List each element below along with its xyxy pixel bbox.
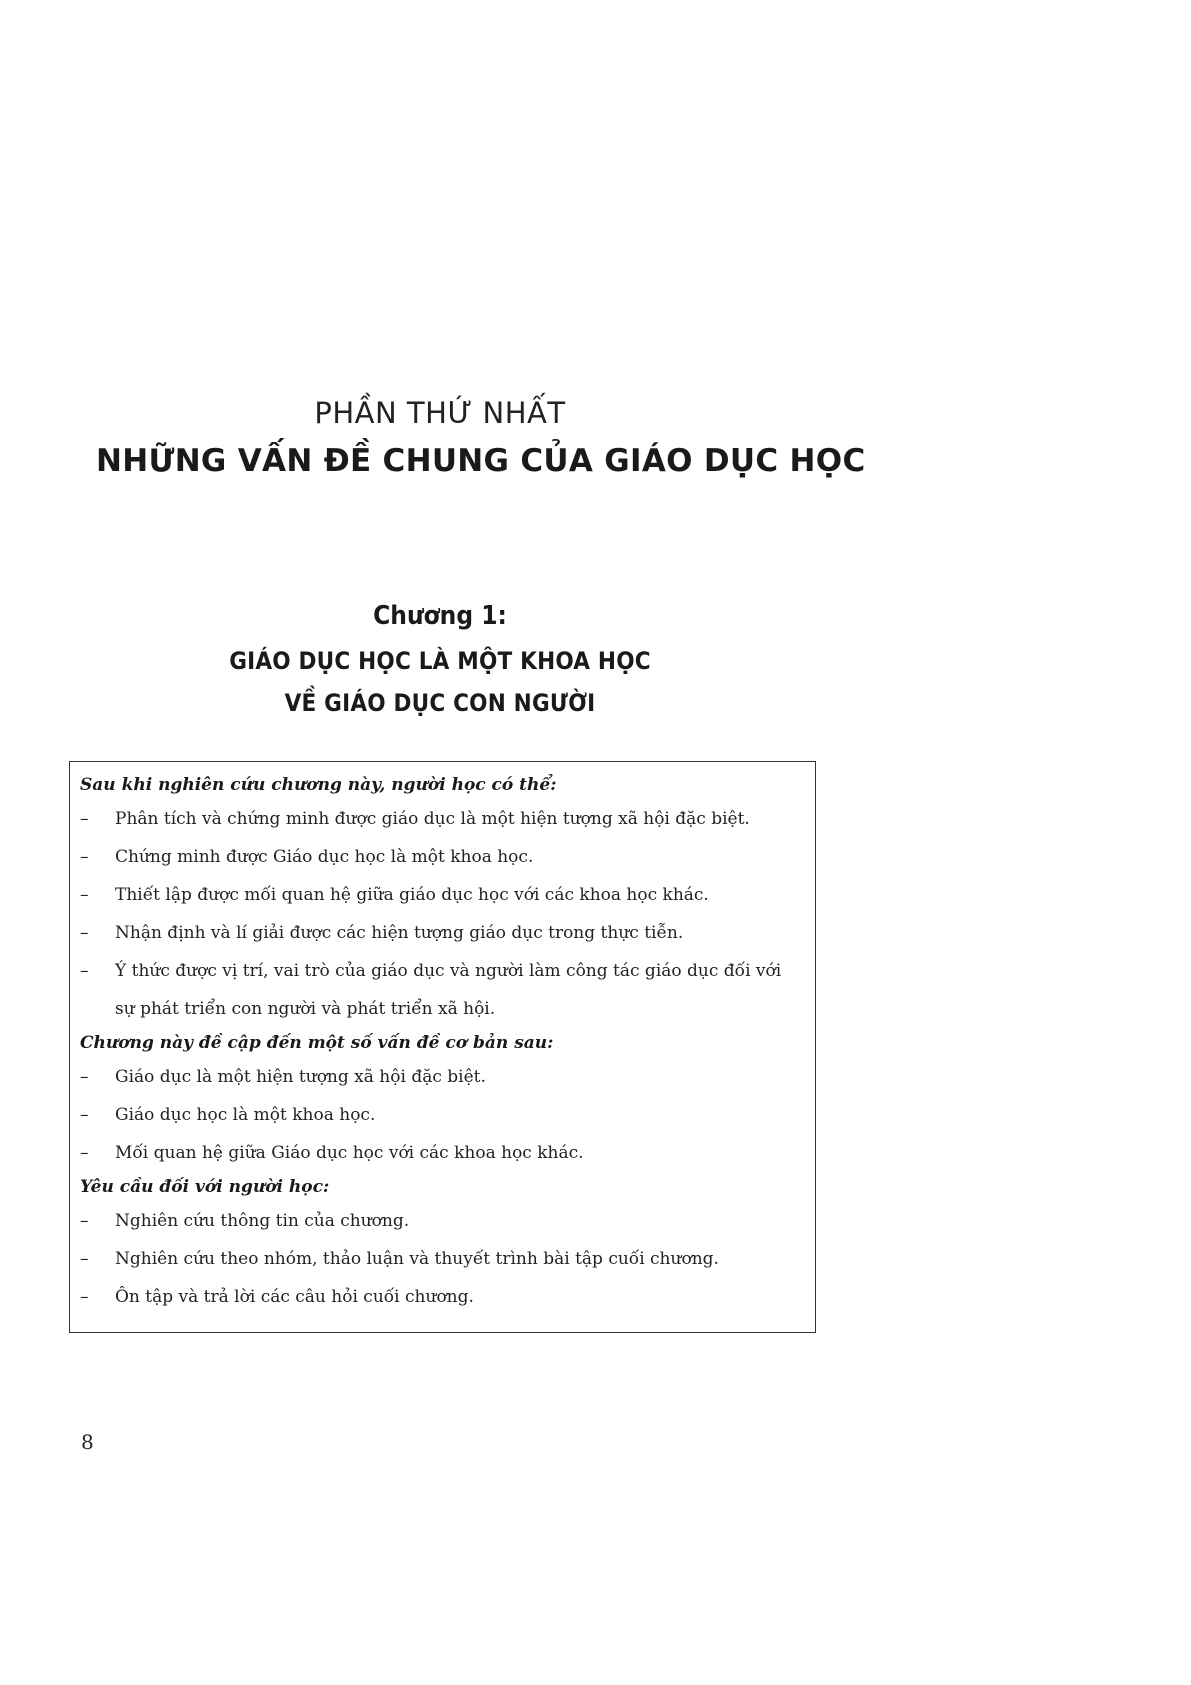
topic-text: Giáo dục là một hiện tượng xã hội đặc biệt. (115, 1067, 486, 1087)
objective-text: Phân tích và chứng minh được giáo dục là một hiện tượng xã hội đặc biệt. (115, 809, 750, 829)
list-item (80, 876, 801, 914)
list-item (80, 914, 801, 952)
part-title: NHỮNG VẤN ĐỀ CHUNG CỦA GIÁO DỤC HỌC (96, 443, 866, 479)
objectives-list (80, 800, 801, 1028)
chapter-number: Chương 1: (373, 601, 507, 631)
list-item (80, 1058, 801, 1096)
dash-bullet: – (80, 1105, 89, 1125)
requirements-heading: Yêu cầu đối với người học: (80, 1177, 330, 1197)
topic-text: Mối quan hệ giữa Giáo dục học với các khoa học khác. (115, 1143, 584, 1163)
list-item (80, 1096, 801, 1134)
dash-bullet: – (80, 1287, 89, 1307)
topics-heading: Chương này đề cập đến một số vấn đề cơ bản sau: (80, 1033, 554, 1053)
objective-text: Ý thức được vị trí, vai trò của giáo dục và người làm công tác giáo dục đối với sự phát triển con người và phát triển xã hội. (115, 961, 782, 1019)
requirement-text: Ôn tập và trả lời các câu hỏi cuối chương. (115, 1287, 474, 1307)
topics-list (80, 1058, 801, 1172)
requirement-text: Nghiên cứu theo nhóm, thảo luận và thuyết trình bài tập cuối chương. (115, 1249, 719, 1269)
dash-bullet: – (80, 809, 89, 829)
list-item (80, 800, 801, 838)
list-item (80, 1240, 801, 1278)
objective-text: Nhận định và lí giải được các hiện tượng giáo dục trong thực tiễn. (115, 923, 684, 943)
chapter-objectives-box (69, 761, 816, 1333)
list-item (80, 1134, 801, 1172)
dash-bullet: – (80, 885, 89, 905)
dash-bullet: – (80, 961, 89, 981)
dash-bullet: – (80, 847, 89, 867)
chapter-title-line-2: VỀ GIÁO DỤC CON NGƯỜI (284, 689, 596, 717)
topic-text: Giáo dục học là một khoa học. (115, 1105, 376, 1125)
objectives-heading: Sau khi nghiên cứu chương này, người học có thể: (80, 775, 557, 795)
part-label: PHẦN THỨ NHẤT (314, 396, 566, 430)
chapter-title-line-1: GIÁO DỤC HỌC LÀ MỘT KHOA HỌC (229, 647, 651, 675)
list-item (80, 1278, 801, 1316)
list-item (80, 952, 801, 1028)
chapter-heading (0, 598, 880, 724)
objective-text: Thiết lập được mối quan hệ giữa giáo dục học với các khoa học khác. (115, 885, 709, 905)
dash-bullet: – (80, 1067, 89, 1087)
list-item (80, 838, 801, 876)
dash-bullet: – (80, 1249, 89, 1269)
dash-bullet: – (80, 1143, 89, 1163)
page-number: 8 (81, 1430, 94, 1454)
dash-bullet: – (80, 1211, 89, 1231)
list-item (80, 1202, 801, 1240)
requirements-list (80, 1202, 801, 1316)
requirement-text: Nghiên cứu thông tin của chương. (115, 1211, 410, 1231)
objective-text: Chứng minh được Giáo dục học là một khoa học. (115, 847, 534, 867)
dash-bullet: – (80, 923, 89, 943)
